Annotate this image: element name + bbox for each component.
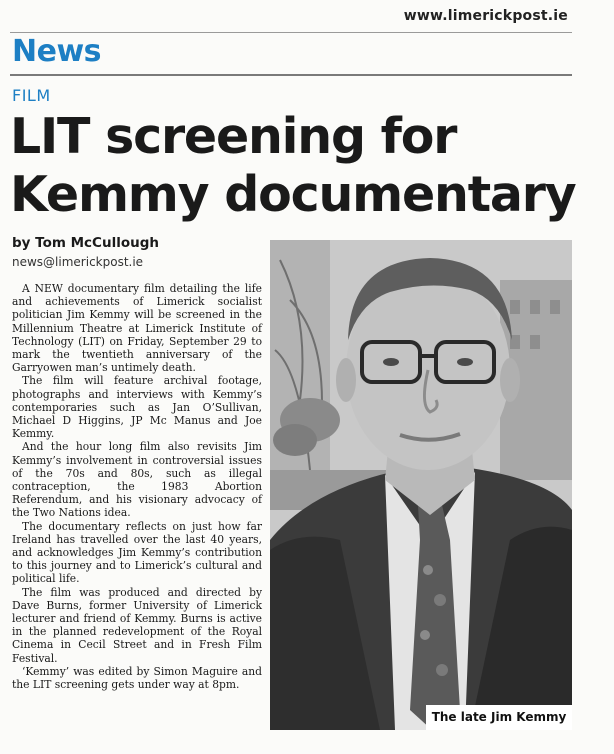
article-paragraph: ‘Kemmy’ was edited by Simon Maguire and the LIT screening gets under way at 8pm. [12, 664, 262, 692]
article-paragraph: A NEW documentary film detailing the life and achievements of Limerick socialist politician Jim Kemmy will be screened in the Millennium Theatre at Limerick Institute of Technology (LIT) on Friday, September 29 to mark the twentieth anniversary of the Garryowen man’s untimely death. [12, 282, 262, 375]
top-divider [10, 32, 572, 33]
portrait-photo [270, 240, 572, 730]
article-headline: LIT screening for Kemmy documentary [10, 108, 576, 223]
article-byline: by Tom McCullough [12, 235, 159, 251]
section-title: News [12, 34, 102, 69]
section-divider [10, 74, 572, 76]
article-paragraph: The film will feature archival footage, photographs and interviews with Kemmy’s contemporaries such as Jan O’Sullivan, Michael D Higgins, JP Mc Manus and Joe Kemmy. [12, 374, 262, 441]
site-url[interactable]: www.limerickpost.ie [403, 8, 568, 24]
article-paragraph: And the hour long film also revisits Jim Kemmy’s involvement in controversial issues of the 70s and 80s, such as illegal contraception, the 1983 Abortion Referendum, and his visionary advocacy of the Two Nations idea. [12, 440, 262, 520]
article-body [12, 282, 262, 691]
article-paragraph: The documentary reflects on just how far Ireland has travelled over the last 40 years, and acknowledges Jim Kemmy’s contribution to this journey and to Limerick’s cultural and political life. [12, 519, 262, 586]
article-paragraph: The film was produced and directed by Dave Burns, former University of Limerick lecturer and friend of Kemmy. Burns is active in the planned redevelopment of the Royal Cinema in Cecil Street and in Fresh Film Festival. [12, 585, 262, 665]
portrait-illustration [270, 240, 572, 730]
article-kicker: FILM [12, 86, 51, 105]
photo-caption: The late Jim Kemmy [426, 705, 572, 730]
author-email[interactable]: news@limerickpost.ie [12, 255, 144, 269]
